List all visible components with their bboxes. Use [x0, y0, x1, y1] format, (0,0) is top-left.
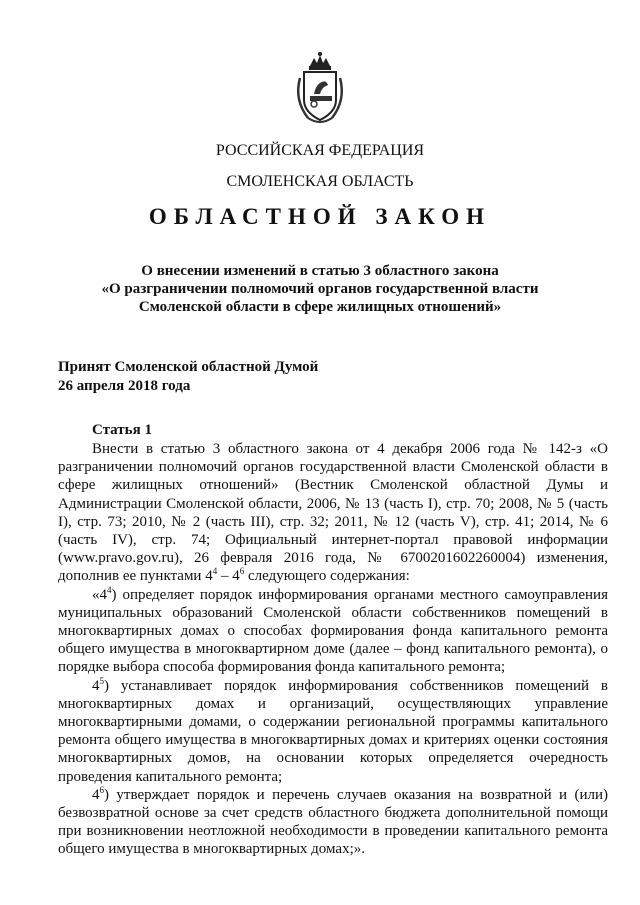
article-body	[58, 440, 608, 859]
country-heading: РОССИЙСКАЯ ФЕДЕРАЦИЯ	[215, 142, 425, 159]
article-title: Статья 1	[92, 422, 152, 438]
law-type-title: ОБЛАСТНОЙ ЗАКОН	[148, 204, 492, 229]
adoption-info	[58, 358, 318, 396]
region-heading: СМОЛЕНСКАЯ ОБЛАСТЬ	[226, 173, 414, 190]
article-intro-paragraph: Внести в статью 3 областного закона от 4 декабря 2006 года № 142-з «О разграничении полномочий органов государственной власти Смоленской области в сфере жилищных отношений» (Вестник Смоленской областной Думы и Администрации Смоленской области, 2006, № 13 (часть I), стр. 70; 2008, № 5 (часть I), стр. 73; 2010, № 2 (часть III), стр. 32; 2011, № 12 (часть V), стр. 41; 2014, № 6 (часть IV), стр. 74; Официальный интернет-портал правовой информации (www.pravo.gov.ru), 26 февраля 2016 года, № 6700201602260004) изменения, дополнив ее пунктами $4^4 - 4^6$ следующего содержания:	[58, 441, 608, 585]
article-item-4-6: $4^6$) утверждает порядок и перечень случаев оказания на возвратной и (или) безвозвратной основе за счет средств областного бюджета дополнительной помощи при возникновении неотложной необходимости в проведении капитального ремонта общего имущества в многоквартирных домах;».	[58, 784, 608, 858]
adoption-body: Принят Смоленской областной Думой	[58, 359, 319, 375]
article-item-4-5: $4^5$) устанавливает порядок информирования собственников помещений в многоквартирных домах и организаций, осуществляющих управление многоквартирными домами, о содержании региональной программы капитального ремонта общего имущества в многоквартирных домах и критериях оценки состояния многоквартирных домов, на основании которых определяется очередность проведения капитального ремонта;	[58, 675, 608, 785]
adoption-date: 26 апреля 2018 года	[58, 378, 191, 394]
law-name-line: «О разграничении полномочий органов государственной власти	[101, 281, 539, 297]
article-item-4-4: «$4^4$) определяет порядок информирования органами местного самоуправления муниципальных образований Смоленской области собственников помещений в многоквартирных домах о способах формирования фонда капитального ремонта общего имущества в многоквартирном доме (далее – фонд капитального ремонта), о порядке выбора способа формирования фонда капитального ремонта;	[58, 584, 608, 676]
law-name	[0, 262, 640, 316]
law-name-line: О внесении изменений в статью 3 областного закона	[141, 263, 499, 279]
law-name-line: Смоленской области в сфере жилищных отношений»	[138, 299, 502, 315]
smolensk-coat-of-arms-icon	[290, 50, 350, 128]
